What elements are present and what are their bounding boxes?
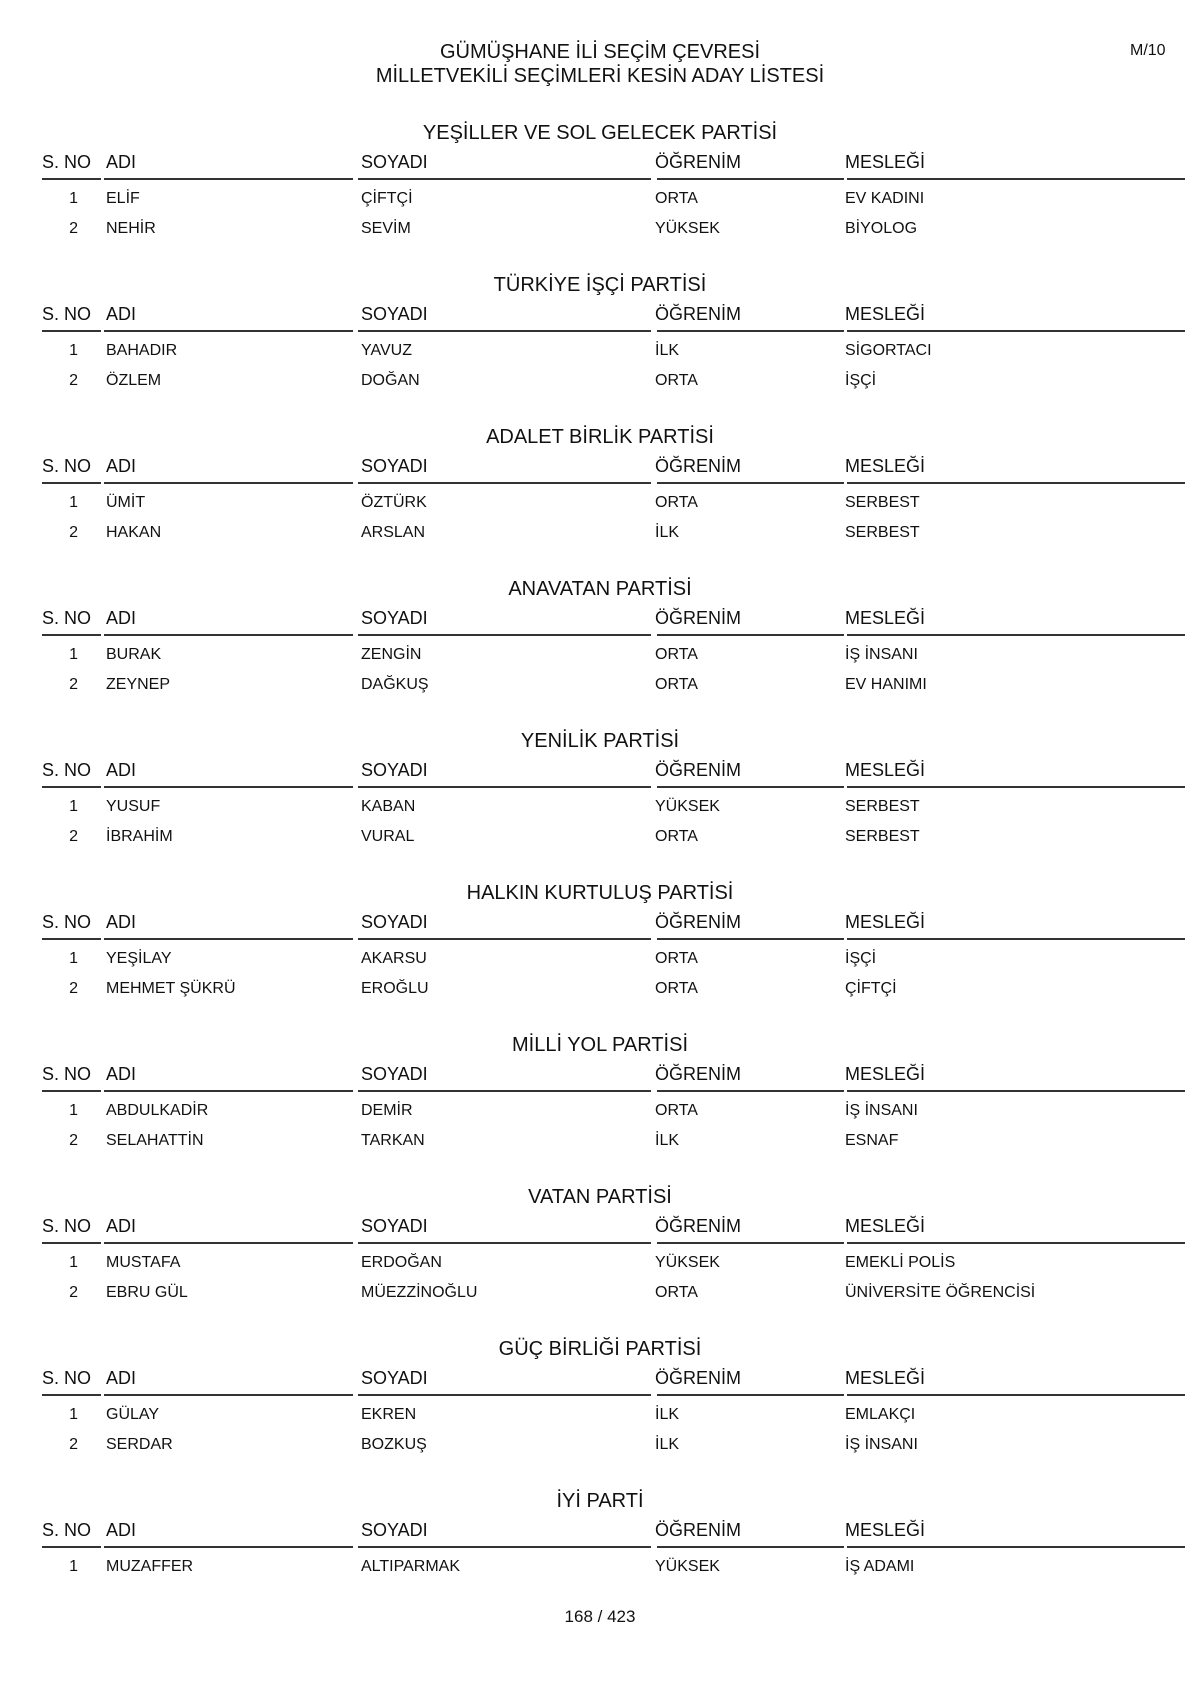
table-header [0,756,1200,788]
column-header-ogrenim: ÖĞRENİM [655,912,742,932]
cell-ogrenim: ORTA [655,190,698,207]
table-header [0,1060,1200,1092]
cell-no: 2 [69,1132,78,1149]
cell-soyadi: MÜEZZİNOĞLU [361,1284,478,1301]
cell-no: 2 [69,1284,78,1301]
cell-ogrenim: ORTA [655,494,698,511]
cell-ogrenim: İLK [655,1406,680,1423]
party-section [0,422,1200,574]
cell-ogrenim: ORTA [655,828,698,845]
cell-meslegi: ÜNİVERSİTE ÖĞRENCİSİ [845,1284,1036,1301]
column-header-meslegi: MESLEĞİ [845,1520,926,1540]
cell-ogrenim: ORTA [655,676,698,693]
column-header-no: S. NO [42,152,92,172]
column-header-ogrenim: ÖĞRENİM [655,456,742,476]
table-row [0,332,1200,362]
cell-no: 2 [69,1436,78,1453]
cell-soyadi: DOĞAN [361,372,420,389]
cell-soyadi: KABAN [361,798,416,815]
page-code: M/10 [1130,42,1166,59]
column-header-no: S. NO [42,1520,92,1540]
cell-ogrenim: ORTA [655,980,698,997]
cell-no: 2 [69,524,78,541]
cell-no: 1 [69,190,78,207]
column-header-meslegi: MESLEĞİ [845,304,926,324]
cell-soyadi: DEMİR [361,1102,413,1119]
cell-no: 1 [69,1406,78,1423]
cell-ogrenim: ORTA [655,372,698,389]
column-header-meslegi: MESLEĞİ [845,760,926,780]
column-header-ogrenim: ÖĞRENİM [655,1368,742,1388]
column-header-meslegi: MESLEĞİ [845,608,926,628]
cell-ogrenim: YÜKSEK [655,1254,720,1271]
party-section [0,118,1200,270]
cell-soyadi: ZENGİN [361,646,422,663]
party-title: MİLLİ YOL PARTİSİ [512,1034,688,1056]
column-header-soyadi: SOYADI [361,608,428,628]
party-section [0,878,1200,1030]
column-header-ogrenim: ÖĞRENİM [655,1064,742,1084]
cell-meslegi: SERBEST [845,798,920,815]
cell-adi: MUSTAFA [106,1254,181,1271]
party-title: İYİ PARTİ [556,1490,644,1512]
column-header-soyadi: SOYADI [361,1368,428,1388]
column-header-adi: ADI [106,608,137,628]
cell-ogrenim: İLK [655,342,680,359]
cell-meslegi: EV KADINI [845,190,925,207]
cell-soyadi: YAVUZ [361,342,412,359]
table-header [0,300,1200,332]
column-header-adi: ADI [106,1064,137,1084]
column-header-adi: ADI [106,1520,137,1540]
cell-meslegi: EMEKLİ POLİS [845,1254,956,1271]
cell-adi: BAHADIR [106,342,178,359]
cell-adi: MEHMET ŞÜKRÜ [106,980,236,997]
table-header [0,1516,1200,1548]
cell-meslegi: ÇİFTÇİ [845,980,897,997]
column-header-no: S. NO [42,608,92,628]
cell-meslegi: SERBEST [845,494,920,511]
cell-no: 2 [69,220,78,237]
table-row [0,484,1200,514]
table-row [0,1548,1200,1578]
cell-meslegi: İŞ İNSANI [845,646,918,663]
column-header-soyadi: SOYADI [361,1520,428,1540]
table-header [0,1212,1200,1244]
table-header [0,148,1200,180]
page-number: 168 / 423 [564,1607,636,1626]
cell-adi: İBRAHİM [106,828,173,845]
cell-meslegi: ESNAF [845,1132,899,1149]
column-header-ogrenim: ÖĞRENİM [655,152,742,172]
cell-soyadi: ÇİFTÇİ [361,190,413,207]
column-header-no: S. NO [42,1216,92,1236]
cell-soyadi: ÖZTÜRK [361,494,427,511]
table-row [0,210,1200,240]
cell-adi: EBRU GÜL [106,1284,188,1301]
column-header-meslegi: MESLEĞİ [845,1368,926,1388]
column-header-soyadi: SOYADI [361,912,428,932]
table-row [0,1426,1200,1456]
column-header-no: S. NO [42,760,92,780]
column-header-ogrenim: ÖĞRENİM [655,1520,742,1540]
cell-ogrenim: İLK [655,524,680,541]
table-row [0,1244,1200,1274]
cell-no: 2 [69,828,78,845]
header-line-2: MİLLETVEKİLİ SEÇİMLERİ KESİN ADAY LİSTESİ [375,65,825,87]
table-row [0,1274,1200,1304]
column-header-soyadi: SOYADI [361,1064,428,1084]
cell-ogrenim: YÜKSEK [655,220,720,237]
party-section [0,726,1200,878]
cell-meslegi: İŞÇİ [845,372,877,389]
column-header-ogrenim: ÖĞRENİM [655,1216,742,1236]
cell-ogrenim: ORTA [655,646,698,663]
table-row [0,970,1200,1000]
party-title: ADALET BİRLİK PARTİSİ [486,426,714,448]
column-header-no: S. NO [42,1368,92,1388]
cell-no: 1 [69,342,78,359]
column-header-soyadi: SOYADI [361,152,428,172]
column-header-meslegi: MESLEĞİ [845,1064,926,1084]
cell-soyadi: DAĞKUŞ [361,676,429,693]
cell-no: 2 [69,676,78,693]
column-header-soyadi: SOYADI [361,456,428,476]
cell-no: 1 [69,950,78,967]
table-row [0,180,1200,210]
cell-meslegi: İŞ ADAMI [845,1558,915,1575]
cell-meslegi: İŞ İNSANI [845,1102,918,1119]
column-header-ogrenim: ÖĞRENİM [655,304,742,324]
party-title: YENİLİK PARTİSİ [520,730,680,752]
column-header-adi: ADI [106,1368,137,1388]
column-header-no: S. NO [42,1064,92,1084]
cell-no: 2 [69,980,78,997]
party-section [0,1334,1200,1486]
table-row [0,666,1200,696]
cell-no: 1 [69,1254,78,1271]
cell-meslegi: EV HANIMI [845,676,927,693]
cell-adi: HAKAN [106,524,162,541]
cell-adi: MUZAFFER [106,1558,194,1575]
column-header-meslegi: MESLEĞİ [845,152,926,172]
column-header-adi: ADI [106,1216,137,1236]
cell-adi: ABDULKADİR [106,1102,209,1119]
cell-meslegi: İŞÇİ [845,950,877,967]
cell-adi: NEHİR [106,220,156,237]
column-header-soyadi: SOYADI [361,304,428,324]
column-header-no: S. NO [42,912,92,932]
cell-adi: SELAHATTİN [106,1132,204,1149]
cell-adi: GÜLAY [106,1406,160,1423]
party-section [0,574,1200,726]
table-row [0,362,1200,392]
cell-soyadi: ALTIPARMAK [361,1558,460,1575]
table-row [0,818,1200,848]
table-header [0,908,1200,940]
column-header-adi: ADI [106,912,137,932]
cell-no: 1 [69,646,78,663]
header-line-1: GÜMÜŞHANE İLİ SEÇİM ÇEVRESİ [439,41,761,63]
cell-no: 2 [69,372,78,389]
column-header-ogrenim: ÖĞRENİM [655,608,742,628]
cell-adi: YEŞİLAY [106,950,172,967]
column-header-adi: ADI [106,304,137,324]
table-row [0,1122,1200,1152]
column-header-soyadi: SOYADI [361,1216,428,1236]
column-header-no: S. NO [42,456,92,476]
cell-soyadi: TARKAN [361,1132,425,1149]
cell-soyadi: EKREN [361,1406,417,1423]
party-title: YEŞİLLER VE SOL GELECEK PARTİSİ [422,122,778,144]
table-row [0,940,1200,970]
cell-adi: ÜMİT [106,494,146,511]
table-row [0,636,1200,666]
column-header-adi: ADI [106,456,137,476]
table-row [0,1092,1200,1122]
cell-meslegi: EMLAKÇI [845,1406,916,1423]
cell-ogrenim: İLK [655,1436,680,1453]
cell-ogrenim: İLK [655,1132,680,1149]
cell-meslegi: BİYOLOG [845,220,918,237]
party-title: TÜRKİYE İŞÇİ PARTİSİ [493,274,707,296]
party-title: GÜÇ BİRLİĞİ PARTİSİ [498,1338,702,1360]
table-header [0,1364,1200,1396]
cell-soyadi: EROĞLU [361,980,429,997]
column-header-meslegi: MESLEĞİ [845,456,926,476]
party-section [0,1182,1200,1334]
cell-adi: SERDAR [106,1436,173,1453]
column-header-adi: ADI [106,152,137,172]
cell-no: 1 [69,494,78,511]
table-header [0,452,1200,484]
document-header [0,40,1200,88]
cell-no: 1 [69,1558,78,1575]
cell-ogrenim: ORTA [655,1102,698,1119]
cell-no: 1 [69,798,78,815]
cell-soyadi: SEVİM [361,220,411,237]
table-row [0,514,1200,544]
party-section [0,270,1200,422]
column-header-no: S. NO [42,304,92,324]
cell-ogrenim: YÜKSEK [655,1558,720,1575]
table-header [0,604,1200,636]
party-title: VATAN PARTİSİ [528,1186,672,1208]
cell-meslegi: SERBEST [845,524,920,541]
cell-meslegi: İŞ İNSANI [845,1436,918,1453]
party-title: HALKIN KURTULUŞ PARTİSİ [466,882,734,904]
cell-ogrenim: ORTA [655,1284,698,1301]
cell-soyadi: ARSLAN [361,524,426,541]
cell-ogrenim: YÜKSEK [655,798,720,815]
cell-meslegi: SİGORTACI [845,342,932,359]
cell-soyadi: BOZKUŞ [361,1436,427,1453]
column-header-soyadi: SOYADI [361,760,428,780]
cell-meslegi: SERBEST [845,828,920,845]
cell-adi: ÖZLEM [106,372,162,389]
cell-adi: BURAK [106,646,162,663]
column-header-ogrenim: ÖĞRENİM [655,760,742,780]
cell-adi: ELİF [106,190,140,207]
table-row [0,1396,1200,1426]
cell-soyadi: AKARSU [361,950,427,967]
party-section [0,1030,1200,1182]
column-header-meslegi: MESLEĞİ [845,912,926,932]
cell-no: 1 [69,1102,78,1119]
cell-soyadi: VURAL [361,828,415,845]
table-row [0,788,1200,818]
cell-soyadi: ERDOĞAN [361,1254,442,1271]
party-title: ANAVATAN PARTİSİ [508,578,692,600]
cell-adi: YUSUF [106,798,161,815]
cell-ogrenim: ORTA [655,950,698,967]
column-header-meslegi: MESLEĞİ [845,1216,926,1236]
column-header-adi: ADI [106,760,137,780]
cell-adi: ZEYNEP [106,676,171,693]
party-sections [0,118,1200,1638]
